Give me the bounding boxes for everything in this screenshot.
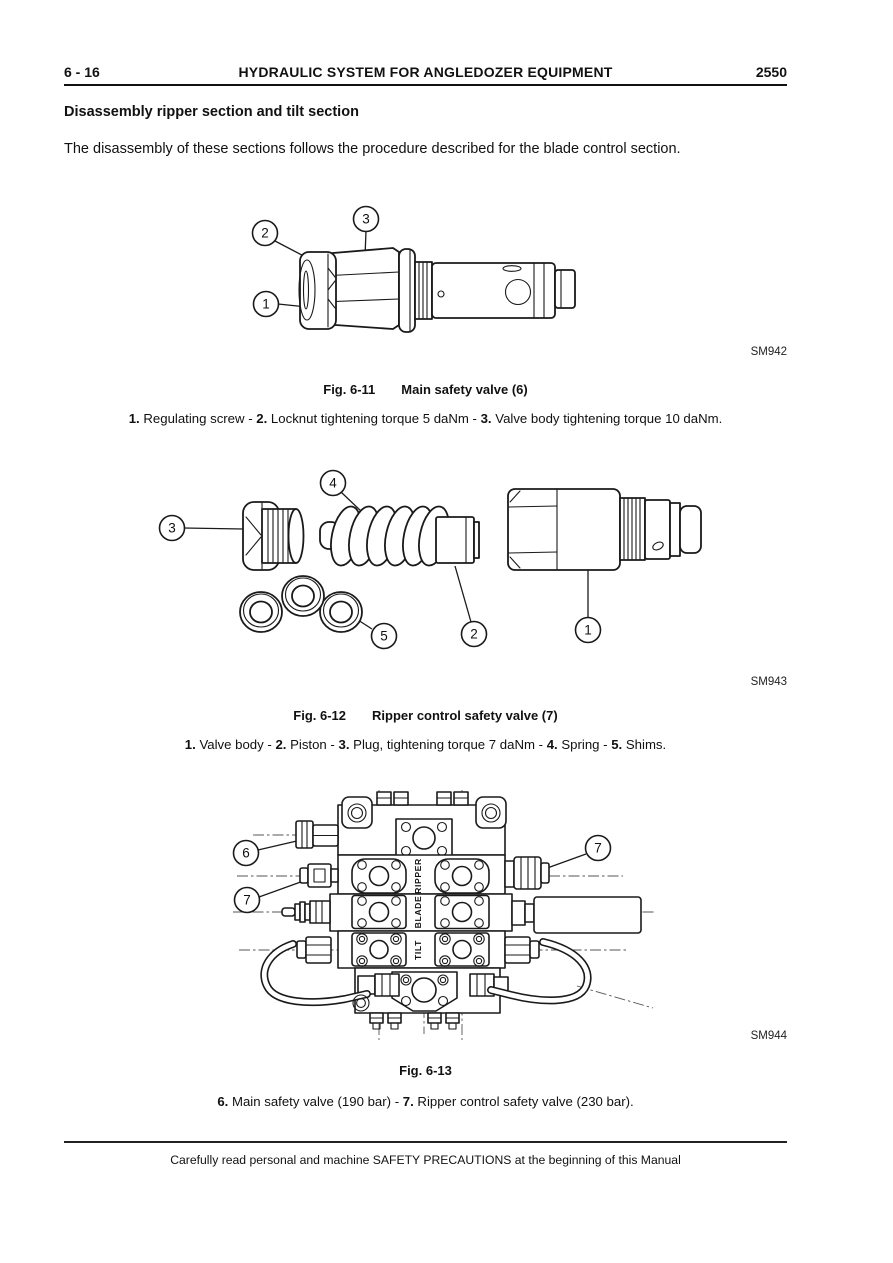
- callout-3: [354, 207, 379, 232]
- spring: [320, 504, 454, 569]
- callout-1: [576, 618, 601, 643]
- callout-7-left: [235, 888, 260, 913]
- fig-6-12-drawing: [150, 462, 710, 662]
- fig-6-11-drawing: [228, 196, 620, 352]
- tilt-section: [338, 931, 505, 968]
- callout-2: [253, 221, 278, 246]
- legend-item-text: Plug, tightening torque 7 daNm -: [349, 737, 547, 752]
- callout-3: [160, 516, 185, 541]
- tilt-port-fitting-left: [297, 937, 331, 963]
- callout-2-label: 2: [470, 626, 478, 642]
- threaded-neck: [415, 262, 432, 319]
- valve-cartridge-cylinder: [432, 263, 555, 318]
- callout-1-label: 1: [262, 296, 270, 312]
- fig-6-11-title: Main safety valve (6): [401, 382, 528, 397]
- callout-6-label: 6: [242, 845, 250, 861]
- fig-6-12-title: Ripper control safety valve (7): [372, 708, 558, 723]
- legend-item-number: 2.: [275, 737, 287, 752]
- legend-item-number: 3.: [338, 737, 350, 752]
- legend-item-number: 7.: [402, 1094, 414, 1109]
- callout-5-label: 5: [380, 628, 388, 644]
- legend-item-text: Regulating screw -: [139, 411, 257, 426]
- valve-body: [508, 489, 701, 570]
- valve-flange: [399, 249, 415, 332]
- shims: [240, 576, 362, 632]
- legend-item-text: Main safety valve (190 bar) -: [228, 1094, 403, 1109]
- callout-3-label: 3: [362, 211, 370, 227]
- callout-2-label: 2: [261, 225, 269, 241]
- fig12-leader-2: [455, 566, 471, 622]
- fig-6-12-caption: [64, 708, 787, 723]
- fig-6-11-caption: [64, 382, 787, 397]
- legend-item-text: Valve body -: [195, 737, 276, 752]
- callout-1-label: 1: [584, 622, 592, 638]
- legend-item-number: 2.: [256, 411, 268, 426]
- image-code-sm944: SM944: [750, 1030, 787, 1042]
- callout-4-label: 4: [329, 475, 337, 491]
- legend-item-text: Shims.: [622, 737, 667, 752]
- blade-label: BLADE: [413, 895, 423, 929]
- callout-5: [372, 624, 397, 649]
- header-title: HYDRAULIC SYSTEM FOR ANGLEDOZER EQUIPMENT: [238, 64, 613, 80]
- blade-port-fitting-left: [282, 901, 330, 923]
- main-safety-valve-fitting: [296, 821, 338, 848]
- fig-6-12-legend: [64, 737, 787, 752]
- tilt-label: TILT: [413, 940, 423, 960]
- intro-text: The disassembly of these sections follows the procedure described for the blade control section.: [64, 141, 681, 157]
- fig-6-12-label: Fig. 6-12: [293, 708, 347, 723]
- ripper-safety-valve-fitting-left: [300, 864, 338, 887]
- callout-3-label: 3: [168, 520, 176, 536]
- legend-item-number: 3.: [480, 411, 492, 426]
- legend-item-text: Piston -: [286, 737, 339, 752]
- piston: [436, 517, 479, 563]
- bottom-housing: [355, 968, 508, 1029]
- legend-item-number: 5.: [611, 737, 623, 752]
- footer-text: Carefully read personal and machine SAFETY PRECAUTIONS at the beginning of this Manual: [170, 1153, 681, 1167]
- tilt-port-fitting-right: [505, 937, 539, 963]
- fig-6-13-legend: [64, 1094, 787, 1109]
- image-code-sm942: SM942: [750, 346, 787, 358]
- callout-2: [462, 622, 487, 647]
- callout-7-right-label: 7: [594, 840, 602, 856]
- legend-item-number: 1.: [128, 411, 140, 426]
- image-code-sm943: SM943: [750, 676, 787, 688]
- legend-item-text: Valve body tightening torque 10 daNm.: [491, 411, 723, 426]
- callout-4: [321, 471, 346, 496]
- footer-rule: [64, 1141, 787, 1143]
- blade-port-fitting-right: [512, 897, 641, 933]
- section-heading: Disassembly ripper section and tilt section: [64, 104, 359, 120]
- legend-item-number: 6.: [217, 1094, 229, 1109]
- blade-section: [330, 894, 512, 931]
- callout-6: [234, 841, 259, 866]
- ripper-safety-valve-fitting-right: [505, 857, 549, 889]
- callout-7-right: [586, 836, 611, 861]
- legend-item-number: 4.: [546, 737, 558, 752]
- legend-item-number: 1.: [184, 737, 196, 752]
- fig-6-11-label: Fig. 6-11: [323, 382, 376, 397]
- valve-tip: [555, 270, 575, 308]
- ripper-label: RIPPER: [413, 858, 423, 894]
- fig-6-13-caption: [64, 1063, 787, 1078]
- header-doc-code: 2550: [755, 64, 787, 80]
- plug: [243, 502, 304, 570]
- locknut-and-regulating-screw: [299, 252, 336, 329]
- fig-6-13-drawing: [225, 790, 655, 1042]
- fig12-leader-3: [184, 528, 243, 529]
- legend-item-text: Ripper control safety valve (230 bar).: [413, 1094, 634, 1109]
- ripper-section: [338, 855, 505, 894]
- legend-item-text: Locknut tightening torque 5 daNm -: [267, 411, 481, 426]
- callout-7-left-label: 7: [243, 892, 251, 908]
- fig-6-13-label: Fig. 6-13: [399, 1063, 452, 1078]
- fig-6-11-legend: [64, 411, 787, 426]
- callout-1: [254, 292, 279, 317]
- header-page-number: 6 - 16: [64, 64, 100, 80]
- header-rule: [64, 84, 787, 86]
- legend-item-text: Spring -: [557, 737, 612, 752]
